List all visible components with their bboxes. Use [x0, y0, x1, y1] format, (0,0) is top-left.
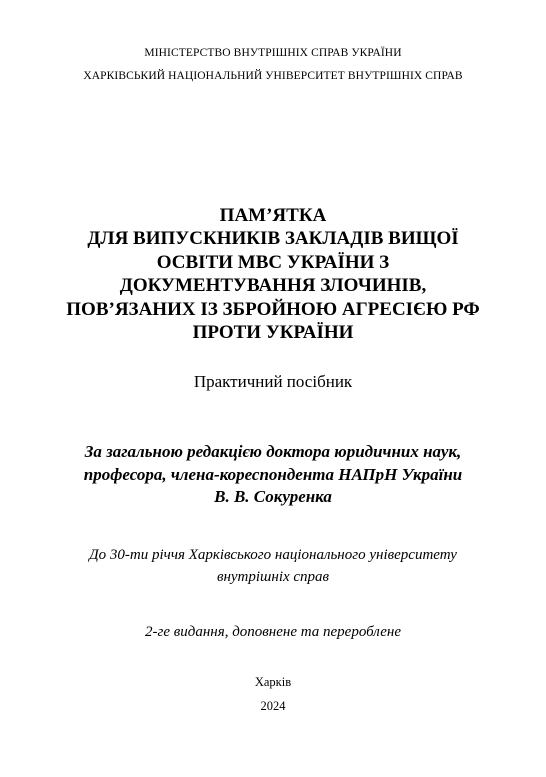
editor-line: За загальною редакцією доктора юридичних наук, [84, 442, 462, 461]
title-line: ПРОТИ УКРАЇНИ [192, 322, 354, 343]
edition-note: 2-ге видання, доповнене та перероблене [145, 624, 401, 640]
publication-year: 2024 [260, 699, 286, 713]
publication-city: Харків [254, 675, 292, 689]
title-line: ПАМ’ЯТКА [219, 205, 327, 226]
document-subtitle: Практичний посібник [193, 372, 353, 391]
title-line: ПОВ’ЯЗАНИХ ІЗ ЗБРОЙНОЮ АГРЕСІЄЮ РФ [66, 299, 480, 320]
ministry-name: МІНІСТЕРСТВО ВНУТРІШНІХ СПРАВ УКРАЇНИ [144, 47, 402, 59]
dedication-line: До 30-ти річчя Харківського національного університету [89, 547, 457, 563]
title-line: ОСВІТИ МВС УКРАЇНИ З [156, 252, 390, 273]
editor-name: В. В. Сокуренка [214, 487, 332, 506]
dedication-line: внутрішніх справ [216, 569, 330, 585]
title-line: ДЛЯ ВИПУСКНИКІВ ЗАКЛАДІВ ВИЩОЇ [87, 228, 459, 249]
university-name: ХАРКІВСЬКИЙ НАЦІОНАЛЬНИЙ УНІВЕРСИТЕТ ВНУТРІШНІХ СПРАВ [83, 70, 463, 82]
title-line: ДОКУМЕНТУВАННЯ ЗЛОЧИНІВ, [119, 275, 427, 296]
editor-line: професора, члена-кореспондента НАПрН України [83, 465, 463, 484]
